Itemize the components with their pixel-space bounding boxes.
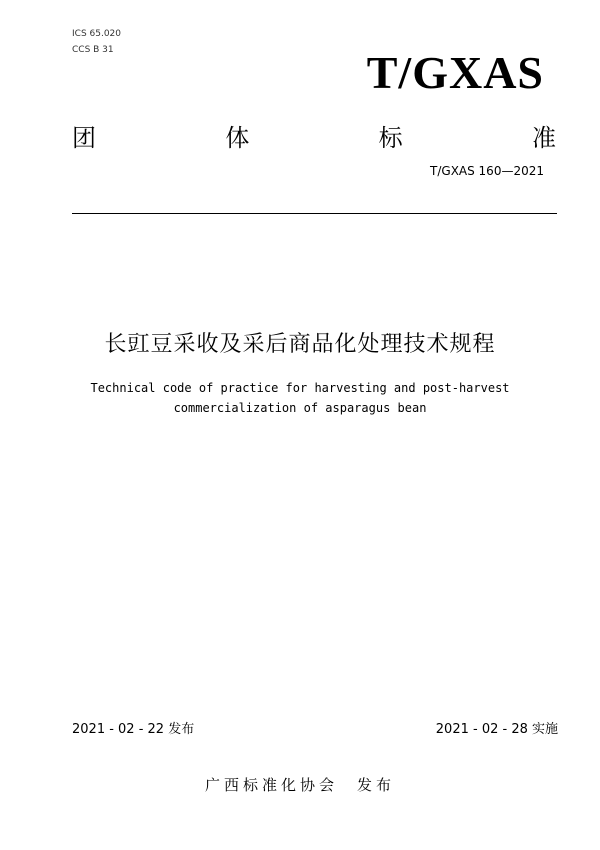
standard-type-char: 体 (225, 124, 250, 152)
standard-type-char: 团 (72, 124, 96, 152)
implement-date: 2021 - 02 - 28 实施 (435, 722, 558, 737)
standard-type-char: 标 (378, 124, 403, 152)
divider (72, 213, 557, 214)
title-zh: 长豇豆采收及采后商品化处理技术规程 (104, 332, 496, 357)
org-code: T/GXAS (366, 47, 544, 98)
standard-type (72, 118, 556, 153)
standard-number: T/GXAS 160—2021 (430, 164, 544, 178)
publish-date: 2021 - 02 - 22 发布 (72, 722, 195, 737)
standard-type-char: 准 (531, 124, 556, 152)
ccs-code: CCS B 31 (72, 45, 114, 55)
ics-code: ICS 65.020 (72, 29, 122, 39)
title-en-line: commercialization of asparagus bean (173, 401, 427, 415)
issuer: 广西标准化协会 发布 (204, 776, 395, 794)
title-en-line: Technical code of practice for harvesting and post-harvest (90, 381, 510, 395)
title-en (0, 378, 600, 418)
